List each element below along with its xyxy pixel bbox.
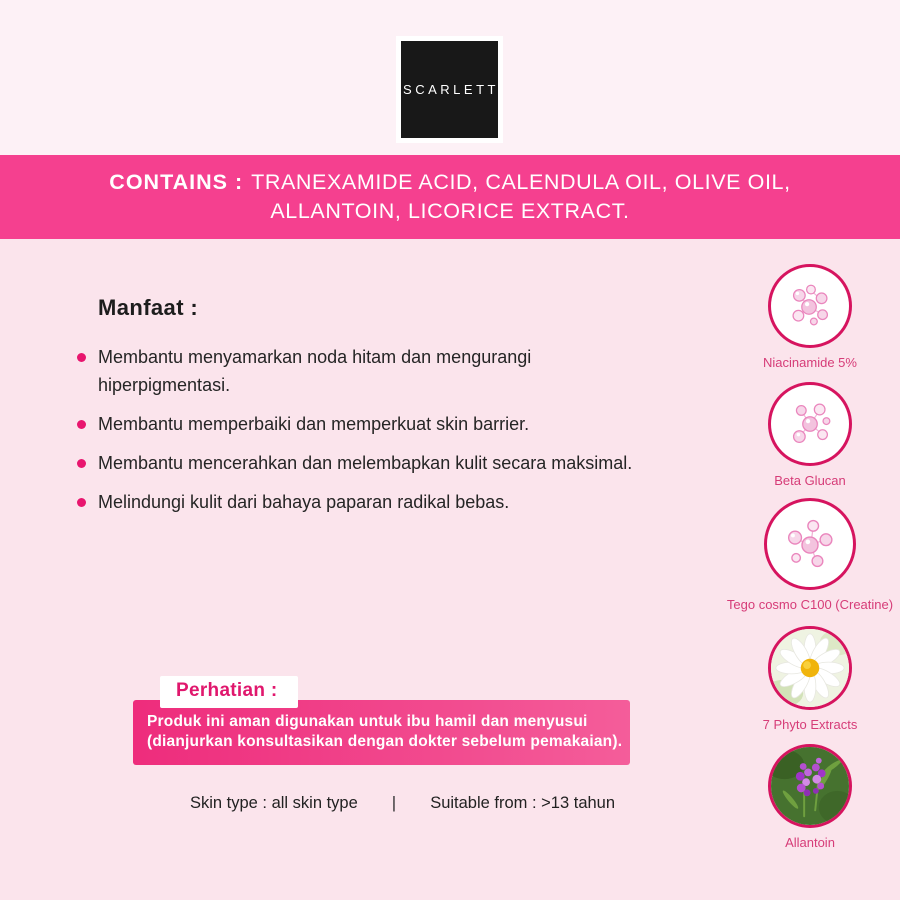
bullet-dot-icon: [77, 420, 86, 429]
benefit-item: [77, 343, 662, 399]
beta-glucan-molecule-icon: [768, 382, 852, 466]
suitable-from-text: Suitable from : >13 tahun: [430, 793, 616, 812]
contains-line-1: [0, 168, 900, 197]
footer-separator: |: [391, 793, 397, 812]
bullet-dot-icon: [77, 353, 86, 362]
header-area: [0, 0, 900, 155]
benefit-item: [77, 449, 662, 477]
tego-cosmo-molecule-icon: [764, 498, 856, 590]
benefit-item: [77, 410, 662, 438]
ingredient-label: Beta Glucan: [774, 473, 846, 488]
ingredient-label: Tego cosmo C100 (Creatine): [726, 597, 894, 612]
benefit-item: [77, 488, 662, 516]
bullet-dot-icon: [77, 498, 86, 507]
ingredient-beta-glucan: [722, 382, 898, 489]
ingredient-tego-cosmo: [722, 498, 898, 613]
footer-info: [0, 793, 805, 813]
contains-banner: [0, 155, 900, 239]
contains-text-1: TRANEXAMIDE ACID, CALENDULA OIL, OLIVE OIL,: [251, 170, 791, 194]
benefit-text: Melindungi kulit dari bahaya paparan radikal bebas.: [98, 492, 510, 512]
bullet-dot-icon: [77, 459, 86, 468]
benefits-title: Manfaat :: [98, 295, 199, 320]
ingredient-label: Allantoin: [785, 835, 835, 850]
caution-banner: [133, 700, 630, 765]
contains-line-2: ALLANTOIN, LICORICE EXTRACT.: [270, 199, 630, 223]
scarlett-logo: [396, 36, 503, 143]
benefit-text: Membantu memperbaiki dan memperkuat skin barrier.: [98, 414, 530, 434]
benefit-text: Membantu mencerahkan dan melembapkan kulit secara maksimal.: [98, 453, 633, 473]
caution-label: Perhatian :: [176, 680, 278, 701]
niacinamide-molecule-icon: [768, 264, 852, 348]
daisy-flower-icon: [768, 626, 852, 710]
ingredient-7-phyto-extracts: [722, 626, 898, 733]
logo-text: SCARLETT: [403, 82, 499, 97]
purple-flower-icon: [768, 744, 852, 828]
benefit-text: Membantu menyamarkan noda hitam dan mengurangi hiperpigmentasi.: [98, 347, 532, 395]
ingredient-niacinamide: [722, 264, 898, 371]
caution-label-box: [160, 676, 298, 708]
contains-label: CONTAINS :: [109, 170, 244, 194]
ingredient-label: 7 Phyto Extracts: [762, 717, 858, 732]
caution-text-1: Produk ini aman digunakan untuk ibu hamil dan menyusui: [147, 713, 588, 730]
caution-text-2: (dianjurkan konsultasikan dengan dokter sebelum pemakaian).: [147, 733, 623, 750]
ingredient-label: Niacinamide 5%: [763, 355, 857, 370]
benefits-list: [77, 343, 662, 527]
skin-type-text: Skin type : all skin type: [189, 793, 358, 812]
